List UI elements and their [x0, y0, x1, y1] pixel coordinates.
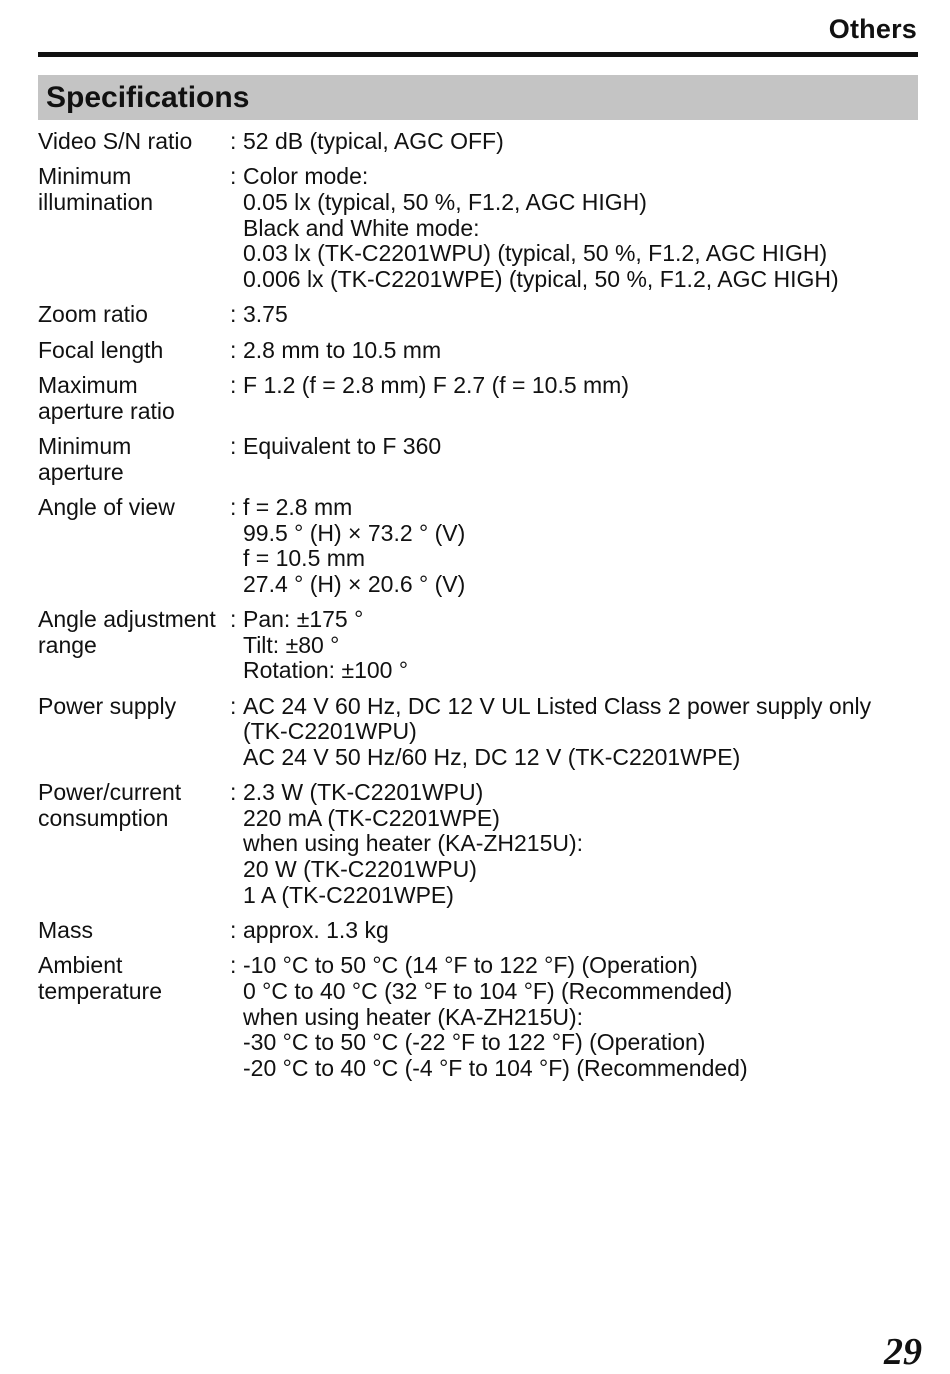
spec-values: Pan: ±175 ° Tilt: ±80 ° Rotation: ±100 ° [243, 606, 409, 684]
page-title: Specifications [46, 81, 250, 114]
spec-values: 52 dB (typical, AGC OFF) [243, 128, 504, 154]
spec-row-minimum-illumination: Minimum illumination : Color mode: 0.05 lx (typical, 50 %, F1.2, AGC HIGH) Black and White mode: 0.03 lx (TK-C2201WPU) (typical, 50 %, F1.2, AGC HIGH) 0.006 lx (TK-C2201WPE) (typical, 50 %, F1.2, AGC HIGH) [38, 164, 918, 292]
spec-values: 3.75 [243, 301, 288, 328]
spec-label: Maximum aperture ratio [38, 371, 175, 424]
spec-row-angle-adjustment-range: Angle adjustment range : Pan: ±175 ° Tilt: ±80 ° Rotation: ±100 ° [38, 607, 918, 684]
spec-label: Angle adjustment range [38, 606, 216, 658]
spec-values: F 1.2 (f = 2.8 mm) F 2.7 (f = 10.5 mm) [243, 371, 629, 398]
spec-values: -10 °C to 50 °C (14 °F to 122 °F) (Operation) 0 °C to 40 °C (32 °F to 104 °F) (Recommended) when using heater (KA-ZH215U): -30 °C to 50 °C (-22 °F to 122 °F) (Operation) -20 °C to 40 °C (-4 °F to 104 °F) (Recommended) [243, 952, 748, 1081]
header-rule [38, 52, 918, 57]
spec-label: Minimum illumination [38, 163, 154, 215]
spec-label: Mass [38, 917, 93, 943]
spec-row-minimum-aperture: Minimum aperture : Equivalent to F 360 [38, 434, 918, 485]
spec-values: approx. 1.3 kg [243, 917, 389, 943]
specifications-heading-bar [38, 75, 918, 120]
specifications-table [38, 129, 918, 1091]
spec-row-focal-length: Focal length : 2.8 mm to 10.5 mm [38, 338, 918, 364]
spec-values: AC 24 V 60 Hz, DC 12 V UL Listed Class 2 power supply only (TK-C2201WPU) AC 24 V 50 Hz/60 Hz, DC 12 V (TK-C2201WPE) [243, 692, 872, 770]
spec-values: Color mode: 0.05 lx (typical, 50 %, F1.2, AGC HIGH) Black and White mode: 0.03 lx (TK-C2201WPU) (typical, 50 %, F1.2, AGC HIGH) 0.006 lx (TK-C2201WPE) (typical, 50 %, F1.2, AGC HIGH) [243, 163, 839, 292]
spec-label: Power supply [38, 692, 177, 719]
spec-label: Angle of view [38, 493, 175, 520]
spec-label: Focal length [38, 336, 164, 363]
spec-label: Zoom ratio [38, 301, 148, 328]
spec-row-ambient-temperature: Ambient temperature : -10 °C to 50 °C (14 °F to 122 °F) (Operation) 0 °C to 40 °C (32 °F to 104 °F) (Recommended) when using heater (KA-ZH215U): -30 °C to 50 °C (-22 °F to 122 °F) (Operation) -20 °C to 40 °C (-4 °F to 104 °F) (Recommended) [38, 953, 918, 1081]
spec-label: Power/current consumption [38, 779, 182, 831]
section-header-title: Others [828, 14, 917, 44]
spec-row-video-sn-ratio: Video S/N ratio : 52 dB (typical, AGC OFF) [38, 129, 918, 155]
spec-label: Video S/N ratio [38, 128, 193, 154]
spec-values: f = 2.8 mm 99.5 ° (H) × 73.2 ° (V) f = 10.5 mm 27.4 ° (H) × 20.6 ° (V) [243, 493, 466, 597]
spec-label: Minimum aperture [38, 432, 132, 485]
spec-values: 2.3 W (TK-C2201WPU) 220 mA (TK-C2201WPE) when using heater (KA-ZH215U): 20 W (TK-C2201WPU) 1 A (TK-C2201WPE) [243, 779, 584, 908]
spec-label: Ambient temperature [38, 952, 163, 1004]
spec-row-zoom-ratio: Zoom ratio : 3.75 [38, 302, 918, 328]
page-number: 29 [884, 1331, 922, 1373]
spec-row-mass: Mass : approx. 1.3 kg [38, 918, 918, 944]
spec-row-angle-of-view: Angle of view : f = 2.8 mm 99.5 ° (H) × 73.2 ° (V) f = 10.5 mm 27.4 ° (H) × 20.6 ° (V) [38, 495, 918, 597]
spec-values: 2.8 mm to 10.5 mm [243, 336, 442, 363]
spec-row-power-supply: Power supply : AC 24 V 60 Hz, DC 12 V UL Listed Class 2 power supply only (TK-C2201WPU) AC 24 V 50 Hz/60 Hz, DC 12 V (TK-C2201WPE) [38, 694, 918, 771]
spec-values: Equivalent to F 360 [243, 432, 442, 459]
spec-row-maximum-aperture-ratio: Maximum aperture ratio : F 1.2 (f = 2.8 mm) F 2.7 (f = 10.5 mm) [38, 373, 918, 424]
spec-row-power-current-consumption: Power/current consumption : 2.3 W (TK-C2201WPU) 220 mA (TK-C2201WPE) when using heater (KA-ZH215U): 20 W (TK-C2201WPU) 1 A (TK-C2201WPE) [38, 780, 918, 908]
